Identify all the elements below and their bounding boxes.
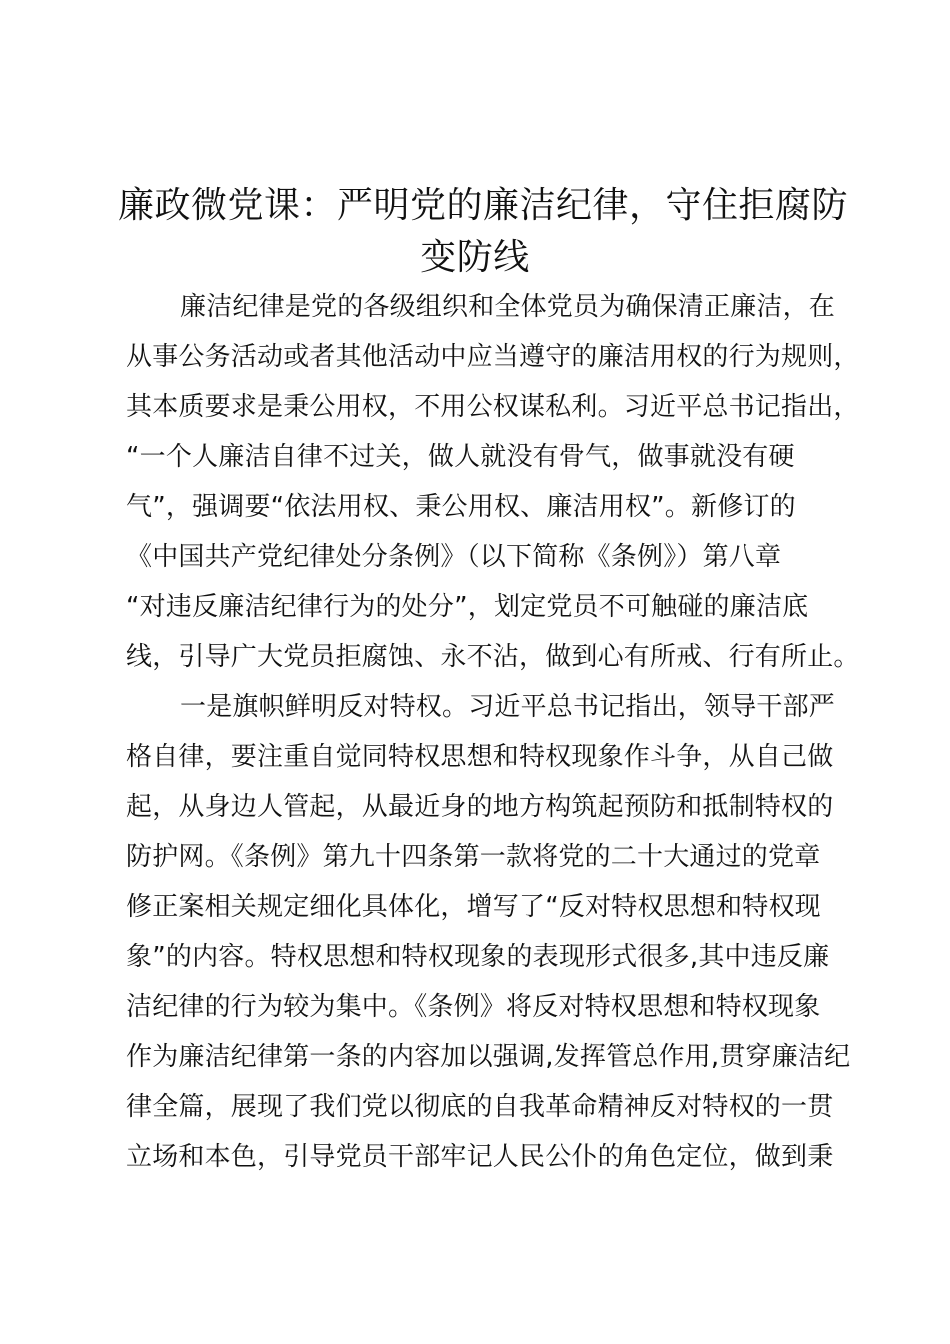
text-line: 起，从身边人管起，从最近身的地方构筑起预防和抵制特权的 (126, 792, 834, 822)
text-line: 洁纪律的行为较为集中。《条例》将反对特权思想和特权现象 (126, 992, 821, 1022)
document-title (118, 180, 849, 284)
document-body (126, 282, 860, 1182)
text-line: “对违反廉洁纪律行为的处分”，划定党员不可触碰的廉洁底 (126, 592, 809, 622)
text-line: 廉洁纪律是党的各级组织和全体党员为确保清正廉洁，在 (180, 292, 836, 322)
text-line: “一个人廉洁自律不过关，做人就没有骨气，做事就没有硬 (126, 442, 795, 472)
text-line: 作为廉洁纪律第一条的内容加以强调,发挥管总作用,贯穿廉洁纪 (126, 1042, 851, 1072)
paragraph-intro (126, 282, 860, 682)
text-line: 线，引导广大党员拒腐蚀、永不沾，做到心有所戒、行有所止。 (126, 642, 860, 672)
text-line: 格自律，要注重自觉同特权思想和特权现象作斗争，从自己做 (126, 742, 834, 772)
text-line: 立场和本色，引导党员干部牢记人民公仆的角色定位，做到秉 (126, 1142, 834, 1172)
text-line: 气”，强调要“依法用权、秉公用权、廉洁用权”。新修订的 (126, 492, 796, 522)
paragraph-oppose-privilege (126, 682, 851, 1182)
text-line: 其本质要求是秉公用权，不用公权谋私利。习近平总书记指出， (126, 392, 860, 422)
text-line: 防护网。《条例》第九十四条第一款将党的二十大通过的党章 (126, 842, 821, 872)
text-line: 《中国共产党纪律处分条例》（以下简称《条例》）第八章 (126, 542, 782, 572)
title-line: 变防线 (420, 237, 530, 278)
title-line: 廉政微党课：严明党的廉洁纪律，守住拒腐防 (118, 185, 849, 226)
text-line: 象”的内容。特权思想和特权现象的表现形式很多,其中违反廉 (126, 942, 830, 972)
text-line: 从事公务活动或者其他活动中应当遵守的廉洁用权的行为规则， (126, 342, 860, 372)
text-line: 修正案相关规定细化具体化，增写了“反对特权思想和特权现 (126, 892, 821, 922)
text-line: 一是旗帜鲜明反对特权。习近平总书记指出，领导干部严 (180, 692, 836, 722)
text-line: 律全篇，展现了我们党以彻底的自我革命精神反对特权的一贯 (126, 1092, 834, 1122)
